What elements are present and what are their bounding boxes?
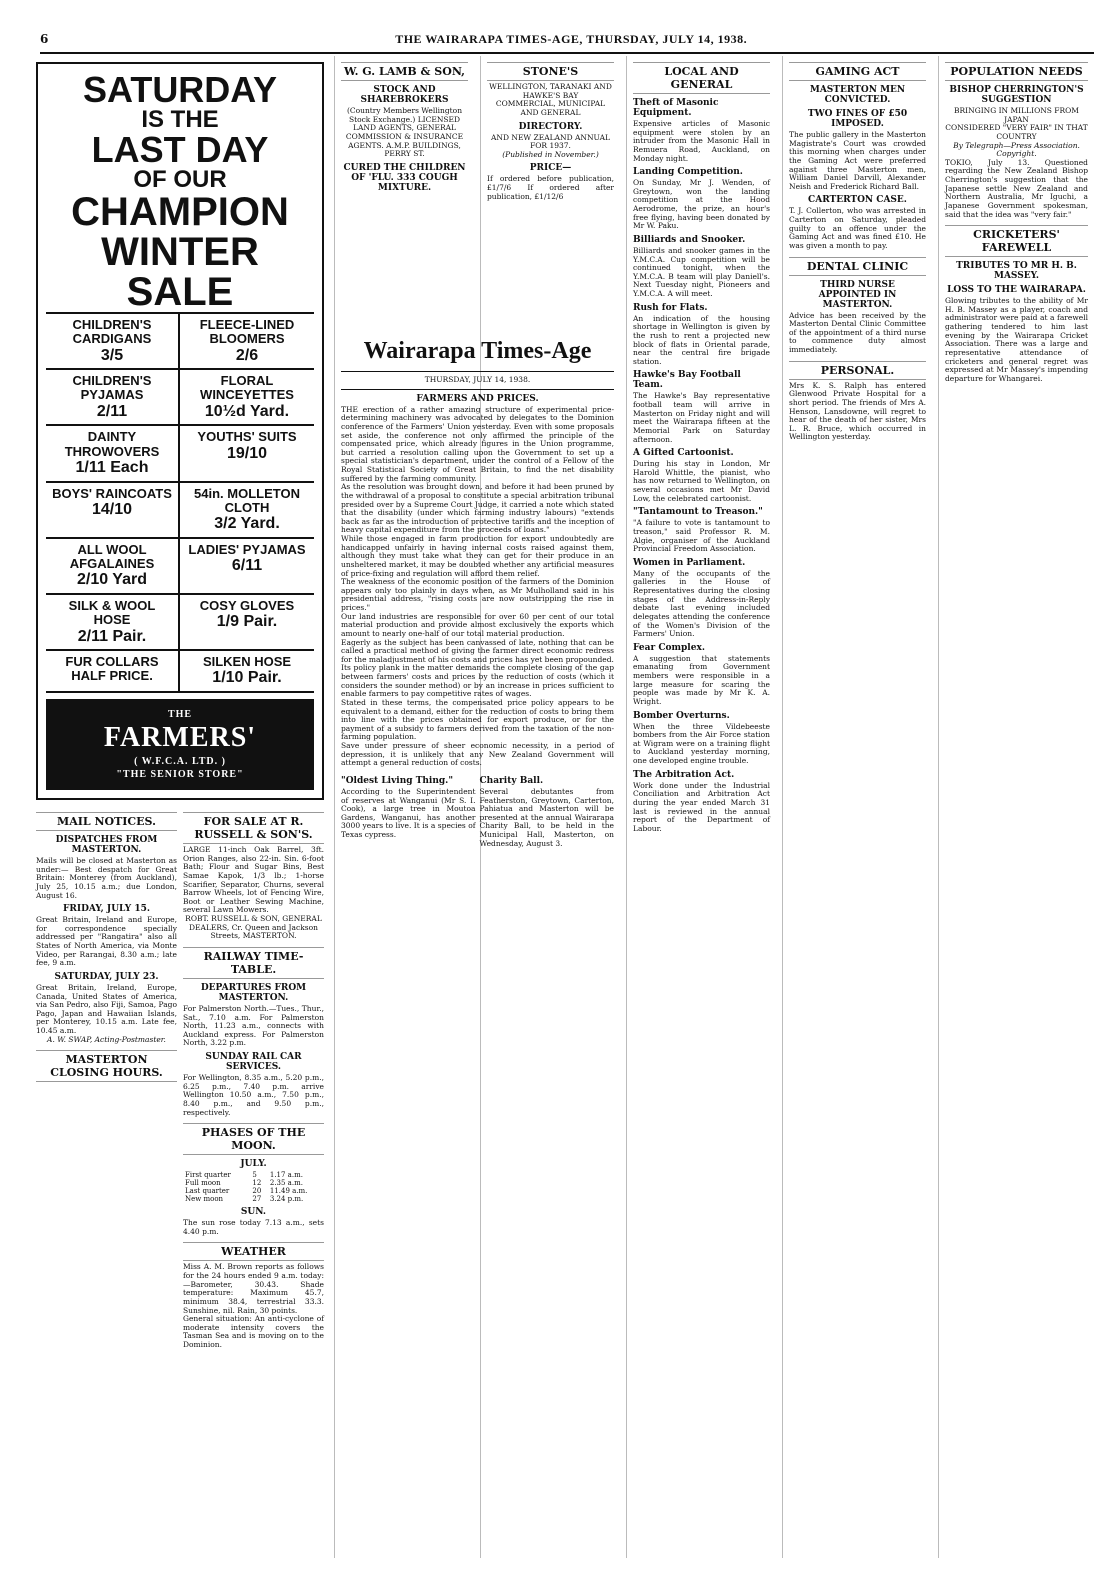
sale-item: DAINTY THROWOVERS 1/11 Each <box>46 426 180 482</box>
sale-line1: SATURDAY <box>82 69 278 110</box>
sale-line4: OF OUR <box>133 166 227 193</box>
moon-table: First quarter 5 1.17 a.m. Full moon 12 2.35 a.m. Last quarter 20 11.49 a.m. New moon 27 3.24 p.m. <box>185 1171 308 1204</box>
sale-item: YOUTHS' SUITS 19/10 <box>180 426 314 482</box>
sale-item: 54in. MOLLETON CLOTH 3/2 Yard. <box>180 483 314 539</box>
sale-line2: IS THE <box>141 106 219 133</box>
dateline: THURSDAY, JULY 14, 1938. <box>424 375 531 384</box>
newspaper-title: THE WAIRARAPA TIMES-AGE, THURSDAY, JULY 14, 1938. <box>395 31 748 46</box>
sale-items-grid <box>46 312 314 693</box>
sale-item: FLORAL WINCEYETTES 10½d Yard. <box>180 370 314 426</box>
column-gaming: GAMING ACT MASTERTON MEN CONVICTED. TWO FINES OF £50 IMPOSED. The public gallery in the Masterton Magistrate's Court was crowded this morning when charges under the Gaming Act were preferred against three Masterton men, William Daniel Darvill, Alexander Neish and Frederick Richard Ball. CARTERTON CASE. T. J. Collerton, who was arrested in Carterton on Saturday, pleaded guilty to an offence under the Gaming Act and was fined £10. He was given a month to pay. DENTAL CLINIC THIRD NURSE APPOINTED IN MASTERTON. Advice has been received by the Masterton Dental Clinic Committee of the appointment of a third nurse to commence duty almost immediately. PERSONAL. Mrs K. S. Ralph has entered Glenwood Private Hospital for a short period. The friends of Mrs A. Henson, Lansdowne, will regret to hear of the death of her sister, Mrs L. R. Bruce, which occurred in Wellington yesterday. <box>782 56 932 1558</box>
masthead: Wairarapa Times-Age <box>363 338 592 364</box>
sale-item: LADIES' PYJAMAS 6/11 <box>180 539 314 595</box>
sale-line3: LAST DAY <box>91 129 269 170</box>
sale-line6: WINTER SALE <box>101 230 259 314</box>
sale-item: BOYS' RAINCOATS 14/10 <box>46 483 180 539</box>
sale-item: FUR COLLARS HALF PRICE. <box>46 651 180 693</box>
column-population: POPULATION NEEDS BISHOP CHERRINGTON'S SUGGESTION BRINGING IN MILLIONS FROM JAPAN CONSIDERED "VERY FAIR" IN THAT COUNTRY By Telegraph—Press Association. Copyright. TOKIO, July 13. Questioned regarding the New Zealand Bishop Cherrington's suggestion that the Japanese settle New Zealand and Northern Australia, Mr Iguchi, a Japanese Government spokesman, said that the idea was "very fair." CRICKETERS' FAREWELL TRIBUTES TO MR H. B. MASSEY. LOSS TO THE WAIRARAPA. Glowing tributes to the ability of Mr H. B. Massey as a player, coach and administrator were paid at a farewell gathering tendered to him last evening by the Wairarapa Cricket Association. There was a large and representative attendance of cricketers and general regret was expressed at Mr Massey's impending departure for Whangarei. <box>938 56 1094 1558</box>
sale-item: SILK & WOOL HOSE 2/11 Pair. <box>46 595 180 651</box>
sale-item: FLEECE-LINED BLOOMERS 2/6 <box>180 314 314 370</box>
farmers-logo-banner: THE FARMERS' ( W.F.C.A. LTD. ) "THE SENIOR STORE" <box>46 699 314 790</box>
sale-line5: CHAMPION <box>71 190 289 234</box>
mail-notices: MAIL NOTICES. DISPATCHES FROM MASTERTON. Mails will be closed at Masterton as under:— Best despatch for Great Britain: Monterey (from Auckland), July 25, 10.15 a.m.; due London, August 16. FRIDAY, JULY 15. Great Britain, Ireland and Europe, for correspondence specially addressed per "Rangatira" also all States of North America, via Monte Video, per Rarangai, 8.30 a.m.; late fee, 9 a.m. SATURDAY, JULY 23. Great Britain, Ireland, Europe, Canada, United States of America, via San Pedro, also Fiji, Samoa, Pago Pago, Japan and Hawaiian Islands, per Monterey, 10.15 a.m. Late fee, 10.45 a.m. A. W. SWAP, Acting-Postmaster. MASTERTON CLOSING HOURS. <box>36 806 177 1350</box>
column-advert <box>30 56 330 1558</box>
russell-advert: FOR SALE AT R. RUSSELL & SON'S. LARGE 11-inch Oak Barrel, 3ft. Orion Ranges, also 22-in. Sin. 6-foot Bath; Flour and Sugar Bins, Best Samae Kapok, 1/3 lb.; 1-horse Scarifier, Separator, Churns, several Barrow Wheels, lot of Fencing Wire, Boot or Leather Sewing Machine, several Lawn Mowers. ROBT. RUSSELL & SON, GENERAL DEALERS, Cr. Queen and Jackson Streets, MASTERTON. RAILWAY TIME-TABLE. DEPARTURES FROM MASTERTON. For Palmerston North.—Tues., Thur., Sat., 7.10 a.m. For Palmerston North, 11.23 a.m., connects with Auckland express. For Palmerston North, 3.22 p.m. SUNDAY RAIL CAR SERVICES. For Wellington, 8.35 a.m., 5.20 p.m., 6.25 p.m., 7.40 p.m. arrive Wellington 10.50 a.m., 7.50 p.m., 8.40 p.m., and 9.50 p.m., respectively. PHASES OF THE MOON. JULY. First quarter 5 1.17 a.m. Full moon 12 2.35 a.m. Last quarter 20 11.49 a.m. New moon 27 3.24 p.m. SUN. The sun rose today 7.13 a.m., sets 4.40 p.m. WEATHER Miss A. M. Brown reports as follows for the 24 hours ended 9 a.m. today:—Barometer, 30.43. Shade temperature: Maximum 45.7, minimum 38.4, terrestrial 33.3. Sunshine, nil. Rain, 30 points. General situation: An anti-cyclone of moderate intensity covers the Tasman Sea and is moving on to the Dominion. <box>183 806 324 1350</box>
column-lamb: W. G. LAMB & SON, STOCK AND SHAREBROKERS (Country Members Wellington Stock Exchange.) LICENSED LAND AGENTS, GENERAL COMMISSION & INSURANCE AGENTS. A.M.P. BUILDINGS, PERRY ST. CURED THE CHILDREN OF 'FLU. 333 COUGH MIXTURE. <box>334 56 474 1558</box>
column-stone: STONE'S WELLINGTON, TARANAKI AND HAWKE'S BAY COMMERCIAL, MUNICIPAL AND GENERAL DIRECTORY. AND NEW ZEALAND ANNUAL FOR 1937. (Published in November.) PRICE— If ordered before publication, £1/7/6 If ordered after publication, £1/12/6 <box>480 56 620 1558</box>
editorial-title: FARMERS AND PRICES. <box>416 393 539 404</box>
page-header <box>40 30 1094 54</box>
sale-item: CHILDREN'S CARDIGANS 3/5 <box>46 314 180 370</box>
sale-item: ALL WOOL AFGALAINES 2/10 Yard <box>46 539 180 595</box>
sale-item: COSY GLOVES 1/9 Pair. <box>180 595 314 651</box>
editorial-section: Wairarapa Times-Age THURSDAY, JULY 14, 1938. FARMERS AND PRICES. THE erection of a rather amazing structure of experimental price-determining machinery was advocated by delegates to the Dominion conference of the Farmers' Union yesterday. Even with some proposals set aside, the conference not only affirmed the principle of the compensated price, which already figures in the Union programme, but carried a resolution calling upon the Government to set up a special statistician's department, under the control of a Fellow of the Royal Statistical Society of Great Britain, to find the net disability suffered by the farming community. As the resolution was brought down, and before it had been pruned by the withdrawal of a proposal to constitute a special arbitration tribunal presided over by a Supreme Court Judge, it carried a note which stated that the disability (under which farming industry labours) "extends back as far as the introduction of protective tariffs and the inception of heavy capital expenditure from the proceeds of loans." While those engaged in farm production for export undoubtedly are handicapped unfairly in having internal costs raised against them, although they must take what they can get for their produce in an unsheltered market, it may be doubted whether any artificial measures of price-fixing and regulation will afford them relief. The weakness of the economic position of the farmers of the Dominion appears only too plainly in days when, as Mr Mulholland said in his presidential address, "rising costs are now outstripping the rise in prices." Our land industries are responsible for over 60 per cent of our total material production and provide almost exclusively the exports which amount to nearly one-half of our total material production. Eagerly as the subject has been canvassed of late, nothing that can be called a practical method of giving the farmer direct economic redress for the maladjustment of his costs and prices has yet been propounded. Its policy plank in the matter demands the complete closing of the gap between farmers' costs and prices by the reduction of costs (which it considers the sounder method) or by an increase in prices sufficient to enable farmers to pay competitive rates of wages. Stated in these terms, the compensated price policy appears to be equivalent to a demand, either for the reduction of costs to bring them into line with the prices obtained for export produce, or for the payment of a subsidy to farmers derived from the taxation of the non-farming population. Save under pressure of sheer economic necessity, in a period of depression, it is unlikely that any New Zealand Government will attempt a general reduction of costs. "Oldest Living Thing." According to the Superintendent of reserves at Wanganui (Mr S. I. Cook), a large tree in Moutoa Gardens, Wanganui, has another 3000 years to live. It is a species of Texas cypress. Charity Ball. Several debutantes from Featherston, Greytown, Carterton, Pahiatua and Masterton will be presented at the annual Wairarapa Charity Ball, to be held in the Municipal Hall, Masterton, on Wednesday, August 3. <box>334 330 620 1558</box>
sale-advert <box>36 62 324 800</box>
page-number: 6 <box>40 32 49 46</box>
sale-item: SILKEN HOSE 1/10 Pair. <box>180 651 314 693</box>
sale-item: CHILDREN'S PYJAMAS 2/11 <box>46 370 180 426</box>
column-local: LOCAL AND GENERAL Theft of Masonic Equipment. Expensive articles of Masonic equipment were stolen by an intruder from the Masonic Hall in Remuera Road, Auckland, on Monday night. Landing Competition. On Sunday, Mr J. Wenden, of Greytown, won the landing competition at the Hood Aerodrome, the prize, an hour's free flying, having been donated by Mr W. Paku. Billiards and Snooker. Billiards and snooker games in the Y.M.C.A. Cup competition will be continued tonight, when the Y.M.C.A. B team will play Daniell's. Next Tuesday night, Pioneers and Y.M.C.A. A will meet. Rush for Flats. An indication of the housing shortage in Wellington is given by the rush to rent a projected new block of flats in Oriental parade, near the central fire brigade station. Hawke's Bay Football Team. The Hawke's Bay representative football team will arrive in Masterton on Friday night and will meet the Wairarapa fifteen at the Memorial Park on Saturday afternoon. A Gifted Cartoonist. During his stay in London, Mr Harold Whittle, the pianist, who has now returned to Wellington, on several occasions met Mr David Low, the celebrated cartoonist. "Tantamount to Treason." "A failure to vote is tantamount to treason," said Professor R. M. Algie, organiser of the Auckland Provincial Freedom Association. Women in Parliament. Many of the occupants of the galleries in the House of Representatives during the closing stages of the Address-in-Reply debate last evening included delegates attending the conference of the Women's Division of the Farmers' Union. Fear Complex. A suggestion that statements emanating from Government members were responsible in a large measure for scaring the people was made by Mr K. A. Wright. Bomber Overturns. When the three Vildebeeste bombers from the Air Force station at Wigram were on a training flight to Auckland yesterday morning, one developed engine trouble. The Arbitration Act. Work done under the Industrial Conciliation and Arbitration Act during the year ended March 31 last is reviewed in the annual report of the Department of Labour. <box>626 56 776 1558</box>
